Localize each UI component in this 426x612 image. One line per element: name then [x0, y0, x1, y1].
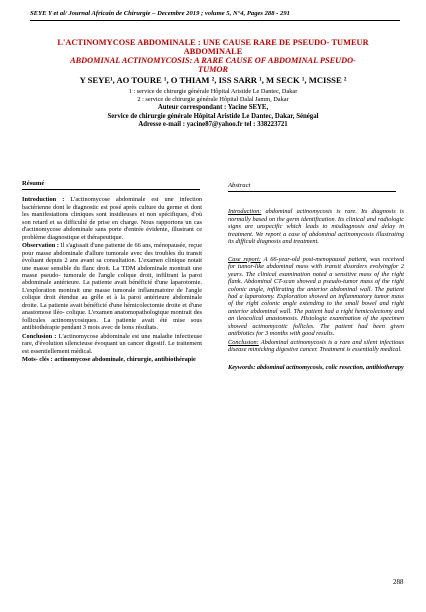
page-number: 288: [393, 578, 404, 586]
header-rule: [30, 20, 400, 21]
resume-heading: Résumé: [22, 180, 45, 187]
abstract-rule: [228, 191, 396, 192]
author-list: Y SEYE¹, AO TOURE ¹, O THIAM ², ISS SARR ¹, M SECK ¹, MCISSE ²: [79, 75, 347, 85]
abstract-heading: Abstract: [228, 182, 251, 189]
resume-introduction: Introduction : L'actinomycose abdominale est une infection bactérienne dont le diagnostic est posé après culture du germe et dont les manifestations cliniques sont insidieuses et non spécifiques, d'où son retard et sa difficulté de prise en charge. Nous rapportons un cas d'actinomycose abdominale sans porte d'entrée évidente, illustrant ce problème diagnostique et thérapeutique.: [22, 196, 202, 241]
title-english-line2: TUMOR: [198, 65, 228, 74]
resume-rule: [22, 189, 200, 190]
running-header: SEYE Y et al/ Journal Africain de Chirurgie – Decembre 2019 ; volume 5, N°4, Pages 288 - 291: [30, 10, 290, 17]
resume-conclusion: Conclusion : L'actinomycose abdominale est une maladie infectieuse rare, d'évolution silencieuse évoquant un cancer digestif. Le traitement est essentiellement médical.: [22, 332, 202, 355]
resume-column: [22, 180, 202, 364]
affiliations: [20, 88, 406, 103]
abstract-introduction: Introduction: abdominal actinomycosis is rare. Its diagnosis is normally based on the germ identification. Its clinical and radiologic signs are unspecific which leads to misdiagnosis and delay in treatment. We report a case of abdominal actinomycosis illustrating its difficult diagnosis and treatment.: [228, 208, 404, 246]
title-french-line1: L'ACTINOMYCOSE ABDOMINALE : UNE CAUSE RARE DE PSEUDO- TUMEUR: [57, 38, 369, 47]
title-block: [20, 38, 406, 129]
corresponding-contact: Adresse e-mail : yacine87@yahoo.fr tel : 338223721: [138, 121, 288, 128]
title-french-line2: ABDOMINALE: [183, 47, 243, 56]
abstract-conclusion: Conclusion: Abdominal actinomycosis is a rare and silent infectious disease mimicking digestive cancer. Treatment is essentially medical.: [228, 338, 404, 354]
title-english-line1: ABDOMINAL ACTINOMYCOSIS: A RARE CAUSE OF ABDOMINAL PSEUDO-: [70, 56, 356, 65]
affiliation-2: 2 : service de chirurgie générale Hôpital Dalal Jamm, Dakar: [137, 95, 289, 103]
abstract-case-report: Case report: A 66-year-old post-menopausal patient, was received for tumor-like abdominal mass with transit disorders evolvingfor 2 years. The clinical examination noted a sensitive mass of the right flank. Abdominal CT-scan showed a pseudo-tumor mass of the right colonic angle, infiltrating the anterior abdominal wall. The patient had a laparotomy. Exploration showed an inflammatory tumor mass of the right colonic angle extending to the small bowel and right anterior abdominal wall. The patient had a right hemicolectomy and an ileocolical anastomosis. Histologic examination of the specimen showed actinomycotic follicles. The patient had been given antibiotics for 3 months with good results.: [228, 255, 404, 338]
resume-observation: Observation : Il s'agissait d'une patiente de 66 ans, ménopausée, reçue pour masse abdominale d'allure tumorale avec des troubles du transit évoluant depuis 2 ans avant sa consultation. L'examen clinique notait une masse sensible du flanc droit. La TDM abdominale montrait une masse pseudo- tumorale de l'angle colique droit, infiltrant la paroi abdominale antérieure. La patiente avait bénéficié d'une laparotomie. L'exploration montrait une masse tumorale inflammatoire de l'angle colique droit étendue au grêle et à la paroi antérieure abdominale droite. La patiente avait bénéficié d'une hémicolectomie droite et d'une anastomose iléo- colique. L'examen anatomopathologique montrait des follicules actinomycosiques. La patiente avait été mise sous antibiothérapie pendant 3 mois avec de bons résultats.: [22, 242, 202, 332]
abstract-keywords: Keywords: abdominal actinomycosis, colic resection, antibiotherapy: [228, 363, 404, 371]
corresponding-author: Auteur correspondant : Yacine SEYE,: [157, 104, 269, 112]
corresponding-address: Service de chirurgie générale Hôpital Aristide Le Dantec, Dakar, Sénégal: [107, 112, 319, 120]
affiliation-1: 1 : service de chirurgie générale Hôpital Aristide Le Dantec, Dakar: [128, 88, 298, 95]
resume-keywords: Mots- clés : actinomycose abdominale, chirurgie, antibiothérapie: [22, 355, 196, 363]
abstract-column: [228, 182, 404, 372]
